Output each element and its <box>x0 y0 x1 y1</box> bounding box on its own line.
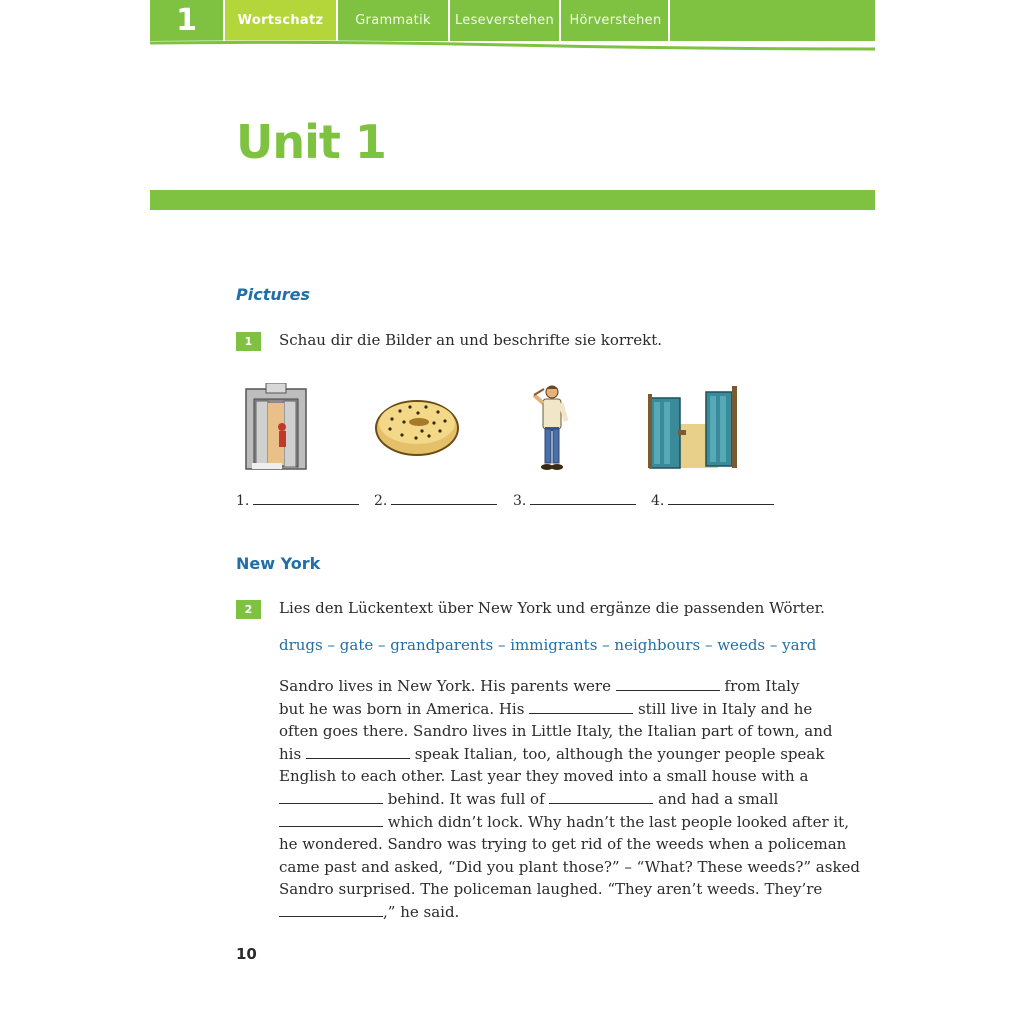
exercise-number-1: 1 <box>236 332 261 351</box>
passage-line: English to each other. Last year they moved into a small house with a <box>279 767 809 786</box>
passage-line: his speak Italian, too, although the younger people speak <box>279 744 825 763</box>
painter-man-icon <box>530 383 574 471</box>
picture-label-4: 4. <box>651 492 774 509</box>
gap-blank[interactable] <box>616 677 720 691</box>
exercise-number-2: 2 <box>236 600 261 619</box>
answer-blank[interactable] <box>391 492 497 505</box>
picture-label-2: 2. <box>374 492 497 509</box>
picture-label-3: 3. <box>513 492 636 509</box>
page-number: 10 <box>236 945 257 963</box>
gap-blank[interactable] <box>306 745 410 759</box>
gap-fill-passage <box>279 675 861 924</box>
picture-label-1: 1. <box>236 492 359 509</box>
title-underline-bar <box>150 190 875 210</box>
answer-blank[interactable] <box>253 492 359 505</box>
tab-wortschatz[interactable]: Wortschatz <box>223 0 336 41</box>
unit-title: Unit 1 <box>236 115 386 169</box>
passage-line: ,” he said. <box>279 901 799 924</box>
passage-line: often goes there. Sandro lives in Little Italy, the Italian part of town, and <box>279 722 833 741</box>
tab-hoerverstehen[interactable]: Hörverstehen <box>559 0 670 41</box>
section-heading-pictures: Pictures <box>236 285 310 304</box>
passage-line: came past and asked, “Did you plant those?” – “What? These weeds?” asked <box>279 857 861 876</box>
workbook-page <box>150 0 875 1024</box>
gap-blank[interactable] <box>279 813 383 827</box>
section-heading-new-york: New York <box>236 554 321 573</box>
tab-divider <box>668 0 670 41</box>
passage-line: he wondered. Sandro was trying to get rid of the weeds when a policeman <box>279 835 847 854</box>
unit-tab-bar <box>150 0 875 41</box>
elevator-icon <box>242 383 310 471</box>
tab-leseverstehen[interactable]: Leseverstehen <box>448 0 559 41</box>
header-wave-line <box>150 36 875 54</box>
gap-blank[interactable] <box>529 700 633 714</box>
unit-number: 1 <box>176 3 197 38</box>
word-bank: drugs – gate – grandparents – immigrants – neighbours – weeds – yard <box>279 636 817 654</box>
passage-line: Sandro lives in New York. His parents were from Italy <box>279 677 800 695</box>
passage-line: but he was born in America. His still live in Italy and he <box>279 699 813 718</box>
gap-blank[interactable] <box>279 790 383 804</box>
answer-blank[interactable] <box>668 492 774 505</box>
tab-grammatik[interactable]: Grammatik <box>336 0 448 41</box>
answer-blank[interactable] <box>530 492 636 505</box>
exercise-1-instruction: Schau dir die Bilder an und beschrifte sie korrekt. <box>279 331 662 349</box>
exercise-2-instruction: Lies den Lückentext über New York und ergänze die passenden Wörter. <box>279 599 825 617</box>
passage-line: which didn’t lock. Why hadn’t the last people looked after it, <box>279 811 799 834</box>
passage-line: behind. It was full of and had a small <box>279 788 799 811</box>
gate-icon <box>648 384 738 470</box>
gap-blank[interactable] <box>549 790 653 804</box>
gap-blank[interactable] <box>279 903 383 917</box>
bagel-icon <box>374 395 460 457</box>
passage-line: Sandro surprised. The policeman laughed. “They aren’t weeds. They’re <box>279 880 823 899</box>
